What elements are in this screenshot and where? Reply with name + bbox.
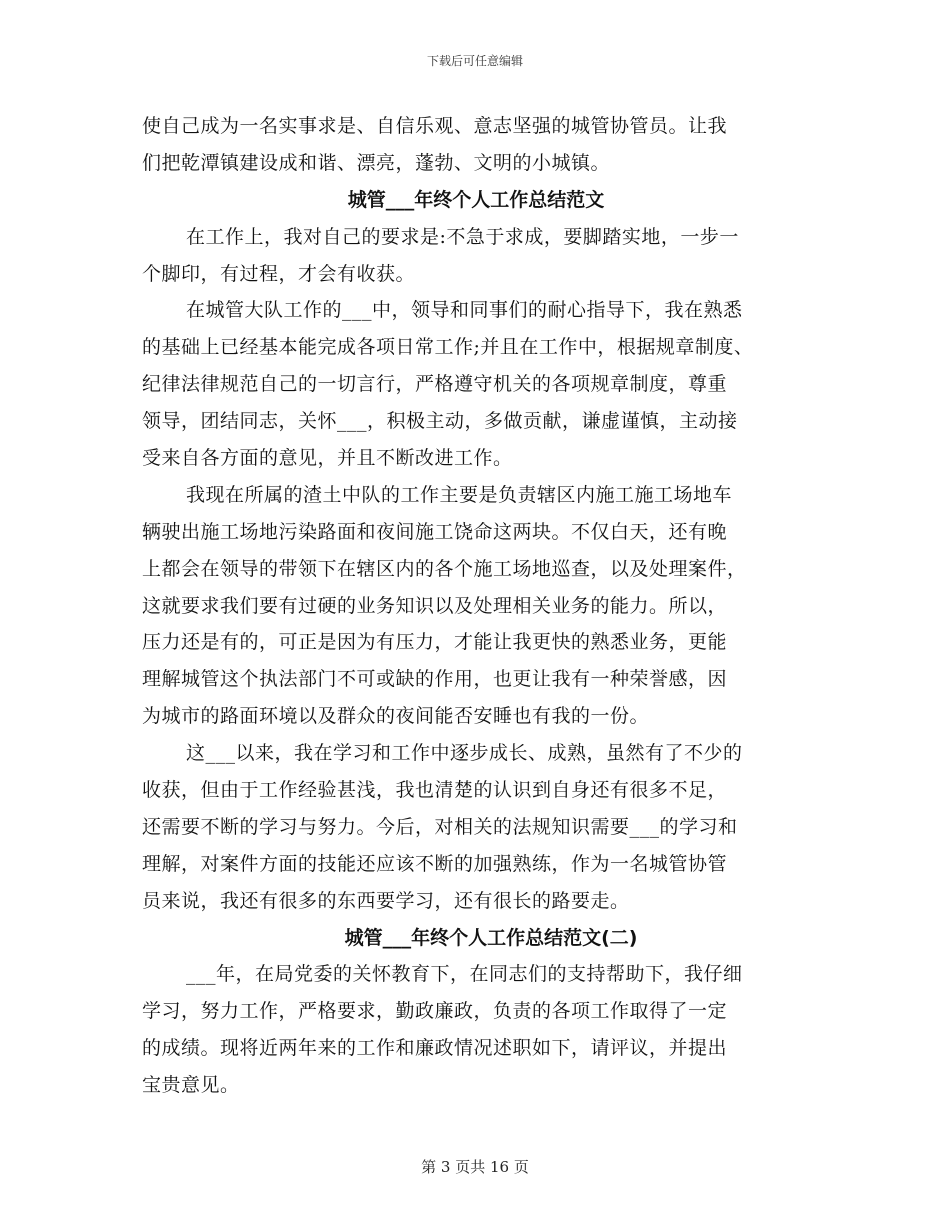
page-footer: 第 3 页共 16 页 [421,1158,529,1176]
paragraph-first-line: ___年，在局党委的关怀教育下，在同志们的支持帮助下，我仔细 [186,963,743,986]
paragraph-line: 还需要不断的学习与努力。今后，对相关的法规知识需要___的学习和 [142,815,738,838]
paragraph-line: 理解，对案件方面的技能还应该不断的加强熟练，作为一名城管协管 [142,852,728,875]
paragraph-line: 上都会在领导的带领下在辖区内的各个施工场地巡查，以及处理案件， [142,557,747,580]
paragraph-line: 的成绩。现将近两年来的工作和廉政情况述职如下，请评议，并提出 [142,1037,728,1060]
paragraph-line: 学习，努力工作，严格要求，勤政廉政，负责的各项工作取得了一定 [142,1000,728,1023]
section-heading: 城管___年终个人工作总结范文(二) [344,926,638,949]
paragraph-line: 的基础上已经基本能完成各项日常工作;并且在工作中，根据规章制度、 [142,336,754,359]
paragraph-first-line: 我现在所属的渣土中队的工作主要是负责辖区内施工施工场地车 [186,483,733,506]
paragraph-first-line: 这___以来，我在学习和工作中逐步成长、成熟，虽然有了不少的 [186,742,743,765]
paragraph-line: 收获，但由于工作经验甚浅，我也清楚的认识到自身还有很多不足， [142,779,728,802]
page-header: 下载后可任意编辑 [426,54,523,68]
paragraph-line: 个脚印，有过程，才会有收获。 [142,262,416,285]
paragraph-line: 理解城管这个执法部门不可或缺的作用，也更让我有一种荣誉感，因 [142,668,728,691]
paragraph-line: 使自己成为一名实事求是、自信乐观、意志坚强的城管协管员。让我 [142,115,728,137]
paragraph-line: 为城市的路面环境以及群众的夜间能否安睡也有我的一份。 [142,705,650,728]
paragraph-first-line: 在城管大队工作的___中，领导和同事们的耐心指导下，我在熟悉 [186,299,743,322]
paragraph-line: 辆驶出施工场地污染路面和夜间施工饶命这两块。不仅白天，还有晚 [142,520,728,543]
paragraph-line: 纪律法律规范自己的一切言行，严格遵守机关的各项规章制度，尊重 [142,373,728,396]
paragraph-line: 领导，团结同志，关怀___，积极主动，多做贡献，谦虚谨慎，主动接 [142,410,738,433]
section-heading: 城管___年终个人工作总结范文 [347,188,605,211]
paragraph-line: 员来说，我还有很多的东西要学习，还有很长的路要走。 [142,889,630,912]
paragraph-line: 受来自各方面的意见，并且不断改进工作。 [142,447,513,470]
paragraph-line: 这就要求我们要有过硬的业务知识以及处理相关业务的能力。所以， [142,594,728,617]
document-body [142,108,810,1104]
paragraph-line: 们把乾潭镇建设成和谐、漂亮，蓬勃、文明的小城镇。 [142,151,611,174]
paragraph-line: 压力还是有的，可正是因为有压力，才能让我更快的熟悉业务，更能 [142,631,728,654]
paragraph-line: 宝贵意见。 [142,1074,240,1097]
paragraph-first-line: 在工作上，我对自己的要求是:不急于求成，要脚踏实地，一步一 [186,225,739,248]
